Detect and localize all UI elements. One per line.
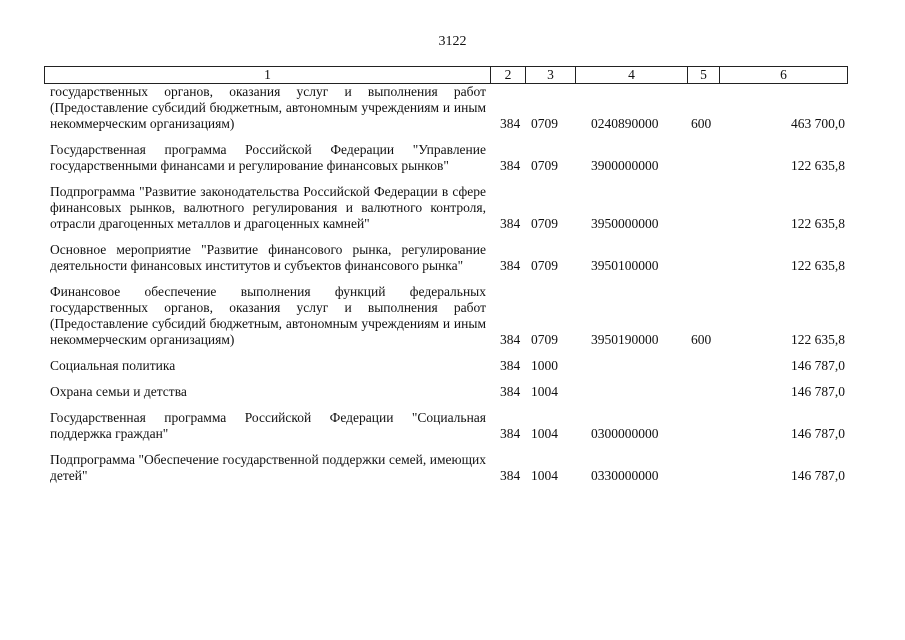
row-code-5 (687, 184, 719, 232)
table-row (44, 242, 847, 274)
row-code-2: 384 (500, 384, 521, 399)
header-col-2: 2 (491, 67, 526, 84)
row-spacer (44, 348, 847, 358)
row-name: Охрана семьи и детства (50, 384, 187, 399)
row-amount: 122 635,8 (791, 258, 845, 273)
row-code-5 (687, 142, 719, 174)
row-code-2: 384 (500, 468, 521, 483)
row-code-5 (687, 410, 719, 442)
table-row (44, 184, 847, 232)
header-col-5: 5 (688, 67, 720, 84)
row-spacer (44, 132, 847, 142)
row-amount: 146 787,0 (791, 426, 845, 441)
row-code-4 (575, 358, 687, 374)
row-name: Подпрограмма "Развитие законодательства Российской Федерации в сфере финансовых рынков, валютного регулирования и валютного контроля, отрасли драгоценных металлов и драгоценных камней" (50, 184, 486, 231)
page-number: 3122 (438, 34, 467, 49)
row-amount: 122 635,8 (791, 158, 845, 173)
row-code-4: 3950100000 (591, 258, 659, 273)
row-name: Основное мероприятие "Развитие финансового рынка, регулирование деятельности финансовых институтов и субъектов финансового рынка" (50, 242, 486, 273)
row-spacer (44, 274, 847, 284)
header-row (45, 67, 848, 84)
row-amount: 122 635,8 (791, 332, 845, 347)
row-code-2: 384 (500, 158, 521, 173)
table-row (44, 410, 847, 442)
row-code-5: 600 (691, 332, 712, 347)
table-row (44, 452, 847, 484)
row-code-3: 1004 (531, 426, 558, 441)
row-code-2: 384 (500, 116, 521, 131)
row-code-2: 384 (500, 426, 521, 441)
table-row (44, 384, 847, 400)
row-code-3: 1000 (531, 358, 558, 373)
row-code-5 (687, 358, 719, 374)
row-code-4 (575, 384, 687, 400)
row-name: Государственная программа Российской Федерации "Социальная поддержка граждан" (50, 410, 486, 441)
row-code-5 (687, 452, 719, 484)
row-amount: 146 787,0 (791, 384, 845, 399)
row-spacer (44, 442, 847, 452)
header-col-3: 3 (526, 67, 576, 84)
row-code-4: 0300000000 (591, 426, 659, 441)
row-code-2: 384 (500, 258, 521, 273)
row-code-3: 0709 (531, 258, 558, 273)
row-code-3: 0709 (531, 332, 558, 347)
row-amount: 146 787,0 (791, 468, 845, 483)
row-spacer (44, 374, 847, 384)
header-col-4: 4 (576, 67, 688, 84)
row-code-3: 0709 (531, 158, 558, 173)
row-code-5 (687, 384, 719, 400)
table-header (44, 66, 848, 84)
budget-table (44, 84, 847, 484)
table-row (44, 84, 847, 132)
row-code-2: 384 (500, 216, 521, 231)
row-code-5: 600 (691, 116, 712, 131)
row-code-3: 1004 (531, 384, 558, 399)
row-spacer (44, 400, 847, 410)
row-name: Государственная программа Российской Федерации "Управление государственными финансами и регулирование финансовых рынков" (50, 142, 486, 173)
header-col-6: 6 (720, 67, 848, 84)
row-code-3: 1004 (531, 468, 558, 483)
row-code-4: 3950190000 (591, 332, 659, 347)
row-code-3: 0709 (531, 216, 558, 231)
row-spacer (44, 174, 847, 184)
row-amount: 122 635,8 (791, 216, 845, 231)
row-name: Финансовое обеспечение выполнения функций федеральных государственных органов, оказания услуг и выполнения работ (Предоставление субсидий бюджетным, автономным учреждениям и иным некоммерческим организациям) (50, 284, 486, 347)
table-row (44, 284, 847, 348)
row-code-5 (687, 242, 719, 274)
row-code-4: 0240890000 (591, 116, 659, 131)
header-col-1: 1 (45, 67, 491, 84)
table-row (44, 142, 847, 174)
row-spacer (44, 232, 847, 242)
row-code-4: 0330000000 (591, 468, 659, 483)
row-code-3: 0709 (531, 116, 558, 131)
row-code-2: 384 (500, 332, 521, 347)
row-code-2: 384 (500, 358, 521, 373)
row-amount: 463 700,0 (791, 116, 845, 131)
row-name: Социальная политика (50, 358, 176, 373)
row-name: Подпрограмма "Обеспечение государственной поддержки семей, имеющих детей" (50, 452, 486, 483)
row-amount: 146 787,0 (791, 358, 845, 373)
row-code-4: 3950000000 (591, 216, 659, 231)
row-name: государственных органов, оказания услуг и выполнения работ (Предоставление субсидий бюджетным, автономным учреждениям и иным некоммерческим организациям) (50, 84, 486, 131)
table-row (44, 358, 847, 374)
row-code-4: 3900000000 (591, 158, 659, 173)
